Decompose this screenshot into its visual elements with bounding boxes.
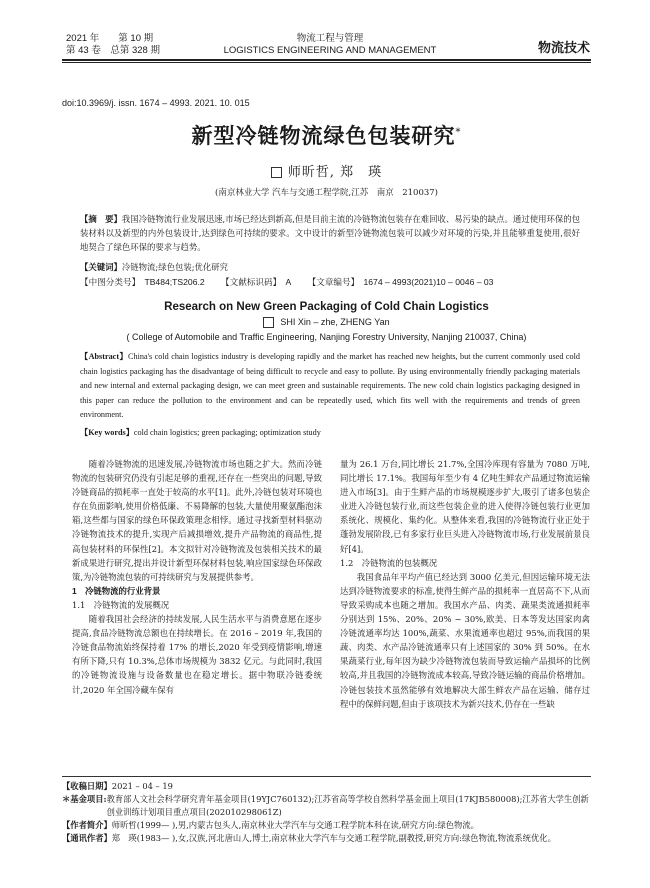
abstract-en [80,350,580,423]
abstract-cn-text: 我国冷链物流行业发展迅速,市场已经达到新高,但是目前主流的冷链物流包装存在难回收、易污染的缺点。通过使用环保的包装材料以及新型的内外包装设计,达到绿色可持续的要求。文中设计的新型冷链物流包装可以减少对环境的污染,并且能够重复使用,很好地契合了绿色环保的要求与趋势。 [80,214,580,252]
checkbox-icon [263,317,274,328]
footnote-text: 郑 瑛(1983— ),女,汉族,河北唐山人,博士,南京林业大学汽车与交通工程学院,副教授,研究方向:绿色物流,物流系统优化。 [111,833,556,843]
clc-number: 【中图分类号】 TB484;TS206.2 [80,277,205,287]
footnotes [62,780,591,845]
abstract-en-text: China's cold chain logistics industry is developing rapidly and the market has reached new heights, but the current commonly used cold chain logistics packaging has the disadvantage of being difficult to recycle and easy to pollute. By using environmentally friendly packaging materials and new internal and external packaging design, we can meet green and sustainable requirements. The new cold chain logistics packaging designed in this paper can reduce the pollution to the environment and can be repeatedly used, which fits well with the requirements and trends of green environment. [80,352,580,419]
footnote-text: 教育部人文社会科学研究青年基金项目(19YJC760132);江苏省高等学校自然科学基金面上项目(17KJB580008);江苏省大学生创新创业训练计划项目重点项目(202010298061Z) [106,794,589,817]
article-number: 【文章编号】 1674 – 4993(2021)10 – 0046 – 03 [307,277,494,287]
section-label: 物流技术 [538,40,591,55]
authors-en-text: SHI Xin – zhe, ZHENG Yan [280,317,390,327]
authors [62,161,591,180]
authors-en [62,317,591,328]
abstract-en-label: 【Abstract】 [80,352,129,361]
keywords-cn-text: 冷链物流;绿色包装;优化研究 [121,262,229,272]
title-footnote-mark: * [455,127,462,138]
issue-info [66,33,160,57]
doi: doi:10.3969/j. issn. 1674 – 4993. 2021. 10. 015 [62,98,250,108]
footnote-author [62,819,591,832]
footnote-corresponding [62,832,591,845]
classification [80,276,580,288]
footnote-text: 2021 – 04 – 19 [111,781,173,791]
checkbox-icon [271,167,282,178]
body-paragraph: 随着冷链物流的迅速发展,冷链物流市场也随之扩大。然而冷链物流的包装研究仍没有引起足够的重视,还存在一些突出的问题,导致冷链商品的损耗率一直处于较高的水平[1]。此外,冷链包装对环境也存在负面影响,使用价格低廉、不易降解的包装,大量使用聚氨酯泡沫箱,这些都与国家的绿色环保政策理念相悖。通过寻找新型材料驱动冷链物流技术的提升,实现产后减损增效,提升产品物流的商品性,提高包装材料的环保性[2]。本文拟针对冷链物流及包装相关技术的最新成果进行研究,提出并设计新型环保材料包装,响应国家绿色环保政策,为冷链物流包装的可持续研究与发展提供参考。 [72,459,322,582]
paper-title [62,120,591,150]
body-column-left [72,457,322,697]
journal-name [210,33,450,57]
journal-name-en: LOGISTICS ENGINEERING AND MANAGEMENT [223,45,437,56]
document-code: 【文献标识码】 A [221,277,292,287]
abstract-cn-label: 【摘 要】 [80,214,122,224]
footnote-text: 师昕哲(1999— ),男,内蒙古包头人,南京林业大学汽车与交通工程学院本科在读,研究方向:绿色物流。 [111,820,479,830]
keywords-en [80,427,580,438]
paper-title-en: Research on New Green Packaging of Cold Chain Logistics [164,301,489,313]
year-volume: 2021 年 第 10 期 [66,33,154,44]
subsection-heading: 1.1 冷链物流的发展概况 [72,599,170,610]
body-paragraph: 量为 26.1 万台,同比增长 21.7%,全国冷库现有容量为 7080 万吨,同比增长 17.1%。我国每年至少有 4 亿吨生鲜农产品通过物流运输进入市场[3]。由于生鲜产品的市场规模逐步扩大,吸引了诸多包装企业进入冷链包装行业,而这些包装企业的进入使得冷链包装行业更加系统化、规模化、集约化。从整体来看,我国的冷链物流行业正处于蓬勃发展阶段,已有多家行业巨头进入冷链物流市场,行业发展前景良好[4]。 [340,459,590,554]
footnote-rule [62,776,591,777]
footnote-funding [62,793,591,819]
keywords-cn [80,261,580,274]
journal-name-cn: 物流工程与管理 [296,33,364,44]
section-heading: 1 冷链物流的行业背景 [72,585,161,596]
abstract-cn [80,212,580,254]
subsection-heading: 1.2 冷链物流的包装概况 [340,557,438,568]
header-rule [62,59,591,61]
footnote-label: 【通讯作者】 [62,833,112,843]
paper-title-text: 新型冷链物流绿色包装研究 [191,123,456,148]
authors-cn: 师昕哲, 郑 瑛 [287,165,383,180]
body-paragraph: 随着我国社会经济的持续发展,人民生活水平与消费意愿在逐步提高,食品冷链物流总额也在持续增长。在 2016 – 2019 年,我国的冷链食品物流始终保持着 17% 的增长,2020 年受到疫情影响,增速有所下降,只有 10.3%,总体市场规模为 3832 亿元。与此同时,我国的冷链物流设施与设备数量也在稳定增长。据中物联冷链委统计,2020 年全国冷藏车保有 [72,614,322,695]
affiliation-en: ( College of Automobile and Traffic Engineering, Nanjing Forestry University, Nanjing 210037, China) [126,332,527,342]
header-rule-thin [62,62,591,63]
footnote-received [62,780,591,793]
body-paragraph: 我国食品年平均产值已经达到 3000 亿美元,但因运输环境无法达到冷链物流要求的标准,使得生鲜产品的损耗率一直居高不下,从而导致采购成本也随之增加。我国水产品、肉类、蔬果类流通损耗率分别达到 15%、20%、20% ~ 30%,欧美、日本等发达国家肉禽冷链流通率均达 100%,蔬菜、水果流通率也超过 95%,而我国的果蔬、肉类、水产品冷链流通率只有上述国家的 30% 到 50%。在水果蔬菜行业,每年因为缺少冷链物流包装而导致运输产品损坏的比例较高,并且我国的冷链物流成本较高,导致冷链运输的商品价格增加。冷链包装技术虽然能够有效地解决大部生鲜农产品在运输、储存过程中的保鲜问题,但由于该项技术为新兴技术,仍存在一些缺 [340,571,590,709]
keywords-cn-label: 【关键词】 [80,262,122,272]
footnote-label: ＊基金项目: [62,794,107,804]
issue-number: 第 43 卷 总第 328 期 [66,45,160,56]
footnote-label: 【作者简介】 [62,820,112,830]
body-column-right [340,457,590,711]
keywords-en-text: cold chain logistics; green packaging; optimization study [133,428,321,437]
affiliation-cn: (南京林业大学 汽车与交通工程学院,江苏 南京 210037) [215,188,438,198]
keywords-en-label: 【Key words】 [80,428,134,437]
footnote-label: 【收稿日期】 [62,781,112,791]
